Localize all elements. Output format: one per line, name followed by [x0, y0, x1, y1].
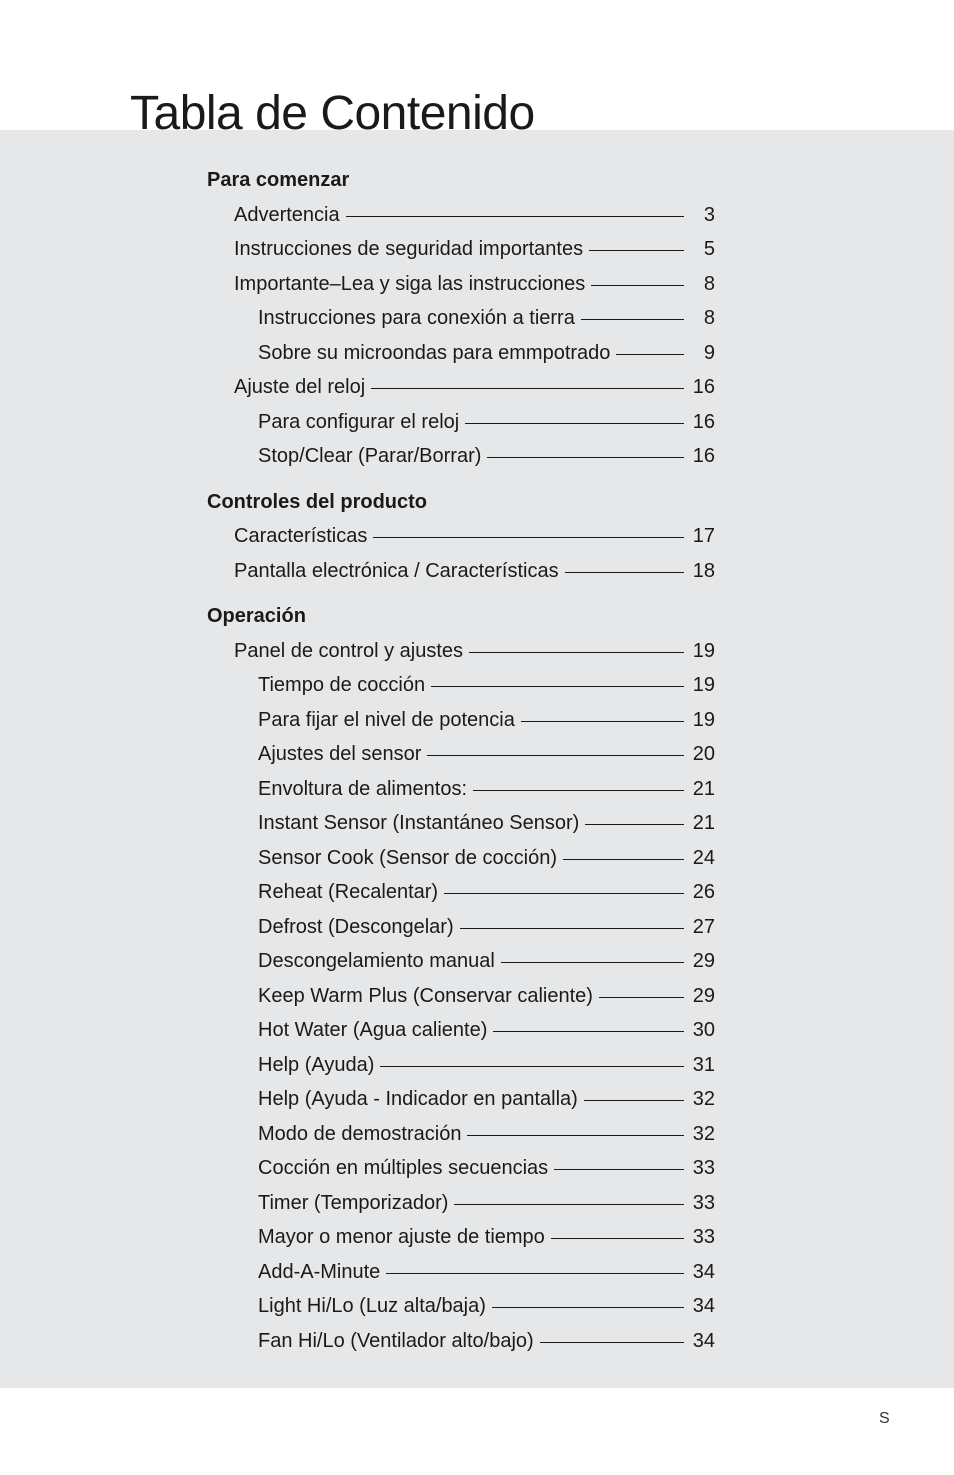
toc-entry[interactable] [207, 979, 715, 1014]
toc-entry-label: Stop/Clear (Parar/Borrar) [258, 445, 482, 468]
toc-entry[interactable] [207, 1220, 715, 1255]
toc-entry[interactable] [207, 875, 715, 910]
toc-section [207, 485, 715, 589]
toc-entry[interactable] [207, 1324, 715, 1359]
toc-entry-page: 29 [692, 950, 715, 973]
toc-entry-page: 19 [692, 639, 715, 662]
toc-entry[interactable] [207, 1151, 715, 1186]
toc-entry-label: Modo de demostración [258, 1122, 462, 1145]
toc-entry[interactable] [207, 1048, 715, 1083]
toc-entry-label: Pantalla electrónica / Características [234, 559, 559, 582]
toc-entry-label: Reheat (Recalentar) [258, 881, 439, 904]
section-heading: Operación [207, 605, 306, 628]
toc-entry-label: Ajustes del sensor [258, 743, 422, 766]
toc-entry-page: 27 [692, 915, 715, 938]
toc-entry-label: Importante–Lea y siga las instrucciones [234, 272, 586, 295]
toc-entry[interactable] [207, 668, 715, 703]
leader-line [469, 652, 684, 653]
toc-entry[interactable] [207, 1117, 715, 1152]
leader-line [540, 1342, 684, 1343]
leader-line [589, 250, 684, 251]
toc-entry-page: 34 [692, 1260, 715, 1283]
toc-entry-label: Advertencia [234, 203, 340, 226]
leader-line [346, 216, 684, 217]
toc-section [207, 163, 715, 474]
toc-entry[interactable] [207, 1013, 715, 1048]
toc-entry-label: Características [234, 525, 368, 548]
toc-entry-label: Sobre su microondas para emmpotrado [258, 341, 611, 364]
page-title: Tabla de Contenido [130, 87, 535, 140]
leader-line [473, 790, 684, 791]
toc-entry-label: Cocción en múltiples secuencias [258, 1157, 549, 1180]
toc-entry[interactable] [207, 841, 715, 876]
toc-entry-page: 32 [692, 1122, 715, 1145]
toc-entry-label: Para configurar el reloj [258, 410, 460, 433]
toc-entry-page: 33 [692, 1191, 715, 1214]
toc-entry-page: 18 [692, 559, 715, 582]
leader-line [454, 1204, 684, 1205]
toc-entry-label: Fan Hi/Lo (Ventilador alto/bajo) [258, 1329, 534, 1352]
toc-entry-page: 3 [703, 203, 715, 226]
toc-entry-label: Sensor Cook (Sensor de cocción) [258, 846, 558, 869]
toc-entry-page: 5 [703, 238, 715, 261]
toc-section [207, 599, 715, 1358]
toc-entry-page: 29 [692, 984, 715, 1007]
toc-entry-page: 21 [692, 777, 715, 800]
toc-entry[interactable] [207, 405, 715, 440]
toc-entry[interactable] [207, 910, 715, 945]
leader-line [616, 354, 684, 355]
leader-line [371, 388, 684, 389]
toc-entry[interactable] [207, 370, 715, 405]
toc-entry-page: 16 [692, 410, 715, 433]
toc-entry-label: Descongelamiento manual [258, 950, 495, 973]
leader-line [493, 1031, 684, 1032]
leader-line [487, 457, 684, 458]
leader-line [521, 721, 684, 722]
toc-entry[interactable] [207, 703, 715, 738]
toc-entry-label: Mayor o menor ajuste de tiempo [258, 1226, 545, 1249]
toc-entry-label: Ajuste del reloj [234, 376, 366, 399]
toc-entry[interactable] [207, 772, 715, 807]
section-heading: Controles del producto [207, 490, 427, 513]
leader-line [492, 1307, 684, 1308]
toc-entry-label: Keep Warm Plus (Conservar caliente) [258, 984, 593, 1007]
toc-entry-label: Help (Ayuda) [258, 1053, 375, 1076]
toc-entry-page: 19 [692, 674, 715, 697]
toc-entry-label: Timer (Temporizador) [258, 1191, 449, 1214]
toc-entry-page: 16 [692, 445, 715, 468]
leader-line [563, 859, 684, 860]
toc-entry-label: Instrucciones de seguridad importantes [234, 238, 584, 261]
page-number: S [879, 1410, 890, 1427]
toc-entry-label: Light Hi/Lo (Luz alta/baja) [258, 1295, 486, 1318]
toc-entry[interactable] [207, 198, 715, 233]
toc-entry-page: 21 [692, 812, 715, 835]
leader-line [431, 686, 684, 687]
toc-entry[interactable] [207, 519, 715, 554]
leader-line [467, 1135, 684, 1136]
toc-entry-page: 9 [703, 341, 715, 364]
toc-entry-label: Panel de control y ajustes [234, 639, 464, 662]
leader-line [465, 423, 684, 424]
leader-line [380, 1066, 684, 1067]
leader-line [373, 537, 684, 538]
toc-entry-page: 8 [703, 272, 715, 295]
toc-entry[interactable] [207, 1289, 715, 1324]
toc-entry[interactable] [207, 1082, 715, 1117]
toc-entry-page: 30 [692, 1019, 715, 1042]
toc-entry[interactable] [207, 336, 715, 371]
toc-entry-label: Instrucciones para conexión a tierra [258, 307, 575, 330]
leader-line [460, 928, 684, 929]
section-heading: Para comenzar [207, 169, 350, 191]
toc-entry[interactable] [207, 1186, 715, 1221]
toc-entry-page: 33 [692, 1226, 715, 1249]
toc-entry[interactable] [207, 267, 715, 302]
toc-entry-label: Add-A-Minute [258, 1260, 381, 1283]
toc-entry[interactable] [207, 439, 715, 474]
toc-entry-page: 26 [692, 881, 715, 904]
toc-entry-page: 34 [692, 1295, 715, 1318]
toc-entry-label: Tiempo de cocción [258, 674, 426, 697]
toc-entry-label: Envoltura de alimentos: [258, 777, 468, 800]
table-of-contents [207, 163, 715, 1369]
toc-entry-label: Hot Water (Agua caliente) [258, 1019, 488, 1042]
leader-line [427, 755, 684, 756]
leader-line [591, 285, 684, 286]
leader-line [599, 997, 684, 998]
toc-entry[interactable] [207, 737, 715, 772]
toc-entry[interactable] [207, 944, 715, 979]
toc-entry-page: 16 [692, 376, 715, 399]
toc-entry-label: Instant Sensor (Instantáneo Sensor) [258, 812, 580, 835]
toc-entry-page: 33 [692, 1157, 715, 1180]
leader-line [581, 319, 684, 320]
leader-line [584, 1100, 684, 1101]
toc-entry[interactable] [207, 301, 715, 336]
leader-line [565, 572, 684, 573]
toc-entry-page: 19 [692, 708, 715, 731]
toc-entry[interactable] [207, 806, 715, 841]
toc-entry-page: 34 [692, 1329, 715, 1352]
toc-entry-label: Help (Ayuda - Indicador en pantalla) [258, 1088, 578, 1111]
toc-entry-label: Para fijar el nivel de potencia [258, 708, 515, 731]
toc-entry-label: Defrost (Descongelar) [258, 915, 454, 938]
toc-entry-page: 32 [692, 1088, 715, 1111]
toc-entry-page: 8 [703, 307, 715, 330]
toc-entry-page: 17 [692, 525, 715, 548]
toc-entry[interactable] [207, 634, 715, 669]
leader-line [551, 1238, 684, 1239]
leader-line [585, 824, 684, 825]
toc-entry-page: 24 [692, 846, 715, 869]
leader-line [386, 1273, 684, 1274]
toc-entry[interactable] [207, 232, 715, 267]
leader-line [444, 893, 684, 894]
toc-entry[interactable] [207, 554, 715, 589]
leader-line [501, 962, 684, 963]
toc-entry[interactable] [207, 1255, 715, 1290]
toc-entry-page: 20 [692, 743, 715, 766]
toc-entry-page: 31 [692, 1053, 715, 1076]
leader-line [554, 1169, 684, 1170]
